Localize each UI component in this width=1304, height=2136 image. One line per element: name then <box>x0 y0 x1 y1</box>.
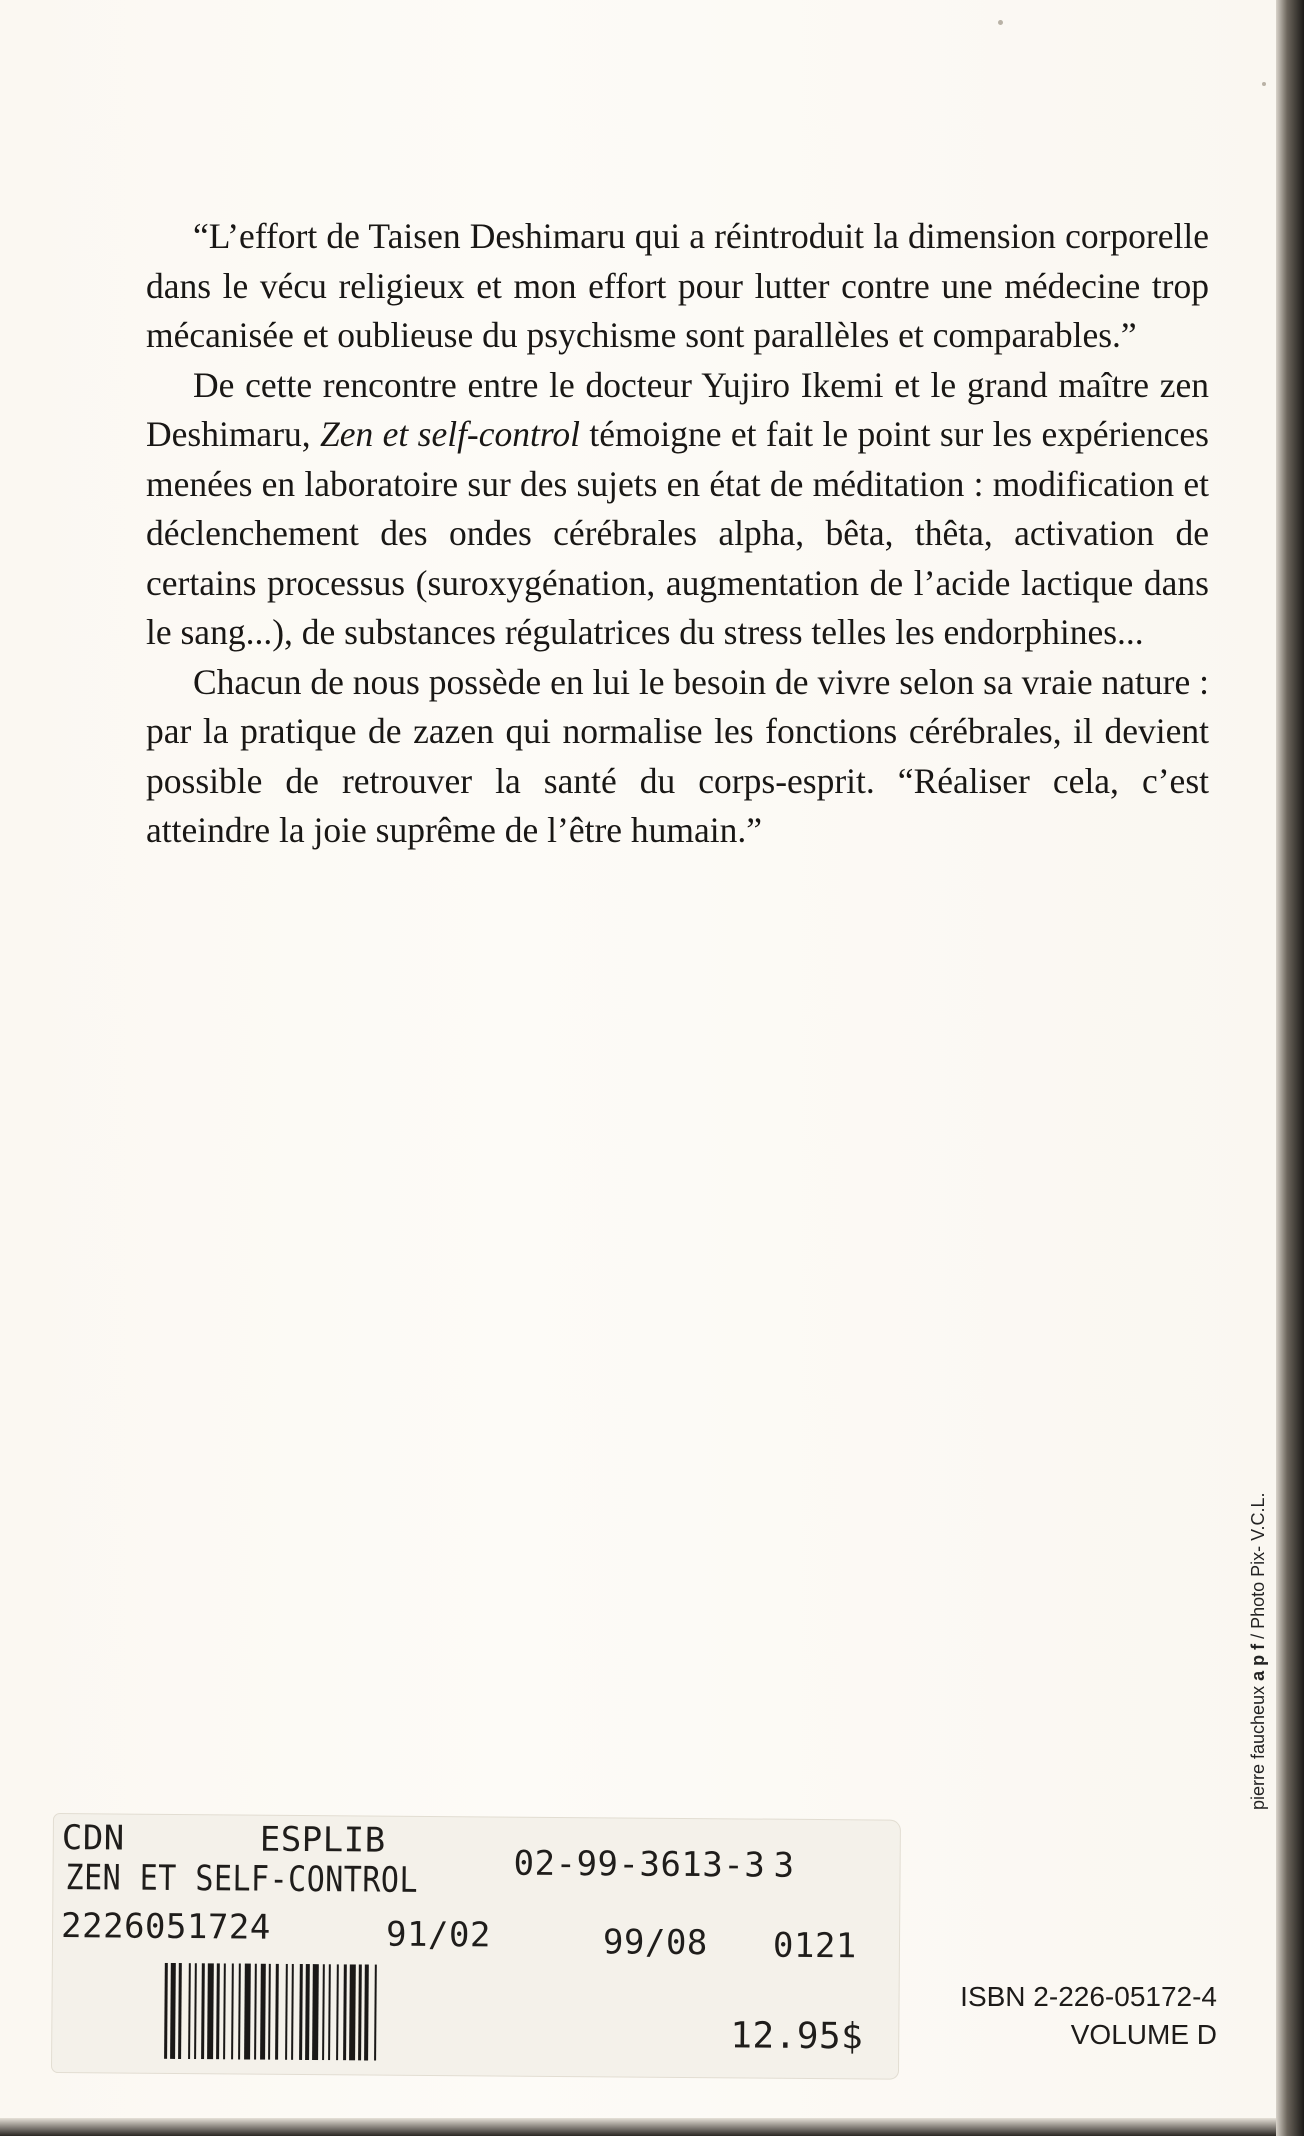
sticker-date-2: 99/08 <box>602 1922 709 1964</box>
barcode-bar <box>322 1964 325 2060</box>
sticker-ean: 2226051724 <box>60 1906 271 1948</box>
barcode-bar <box>374 1965 377 2061</box>
barcode-bar <box>178 1963 182 2059</box>
barcode-bar <box>312 1964 319 2060</box>
blurb-text <box>146 212 1209 856</box>
isbn-number: ISBN 2-226-05172-4 <box>960 1981 1217 2012</box>
book-title-italic: Zen et self-control <box>320 414 580 454</box>
cover-edge-shadow <box>1276 0 1304 2136</box>
barcode-bar <box>231 1963 234 2059</box>
barcode-bar <box>170 1963 176 2059</box>
barcode-bar <box>299 1964 303 2060</box>
agency-mark: a p f <box>1248 1643 1268 1681</box>
barcode-bar <box>336 1964 339 2060</box>
paper-speck <box>1262 82 1266 86</box>
barcode-bar <box>260 1964 266 2060</box>
blurb-paragraph-2 <box>146 361 1209 658</box>
barcode-bar <box>238 1963 241 2059</box>
blurb-paragraph-1: “L’effort de Taisen Deshimaru qui a réintroduit la dimension corporelle dans le vécu religieux et mon effort pour lutter contre une médecine trop mécanisée et oublieuse du psychisme sont parallèles et comparables.” <box>146 216 1209 355</box>
barcode-bar <box>254 1964 257 2060</box>
barcode-bar <box>207 1963 214 2059</box>
barcode-bar <box>244 1964 251 2060</box>
sticker-code: CDN <box>61 1818 125 1859</box>
barcode-bar <box>291 1964 294 2060</box>
barcode-bar <box>343 1964 347 2060</box>
barcode-bar <box>194 1963 197 2059</box>
photo-credit: / Photo Pix- V.C.L. <box>1248 1492 1268 1639</box>
barcode-bar <box>328 1964 331 2060</box>
sticker-store: ESPLIB <box>259 1819 386 1861</box>
barcode-bar <box>364 1964 369 2060</box>
barcode-bar <box>201 1963 205 2059</box>
barcode-bar <box>305 1964 310 2060</box>
sticker-title: ZEN ET SELF-CONTROL <box>65 1858 419 1901</box>
paper-speck <box>998 20 1003 25</box>
blurb-p2-intro: De cette rencontre entre le docteur Yujiro Ikemi et le grand maître zen Deshimaru, <box>146 364 1209 454</box>
barcode-bar <box>223 1963 226 2059</box>
blurb-paragraph-3: Chacun de nous possède en lui le besoin de vivre selon sa vraie nature : par la pratique de zazen qui normalise les fonctions cérébrales, il devient possible de retrouver la santé du corps-esprit. “Réaliser cela, c’est atteindre la joie suprême de l’être humain.” <box>146 661 1209 850</box>
price-sticker <box>52 1814 900 2079</box>
sticker-quantity: 3 <box>773 1845 795 1886</box>
cover-credit-text <box>1248 1492 1269 1810</box>
barcode <box>162 1963 623 2063</box>
volume-label: VOLUME D <box>1070 2019 1217 2050</box>
sticker-number: 02-99-3613-3 <box>513 1843 766 1886</box>
cover-bottom-shadow <box>0 2118 1276 2136</box>
barcode-bar <box>285 1964 288 2060</box>
sticker-date-1: 91/02 <box>385 1914 492 1956</box>
cover-credit <box>1248 1492 1268 1811</box>
barcode-bar <box>164 1963 168 2059</box>
designer-name: pierre faucheux <box>1248 1685 1268 1810</box>
barcode-bar <box>268 1964 271 2060</box>
barcode-bar <box>275 1964 279 2060</box>
barcode-bar <box>216 1963 220 2059</box>
blurb-p2-body: témoigne et fait le point sur les expériences menées en laboratoire sur des sujets en état de méditation : modification et déclenchement des ondes cérébrales alpha, bêta, thêta, activation de certains processus (suroxygénation, augmentation de l’acide lactique dans le sang...), de substances régulatrices du stress telles les endorphines... <box>146 414 1209 652</box>
barcode-bar <box>188 1963 191 2059</box>
sticker-code-2: 0121 <box>772 1925 858 1967</box>
isbn-block <box>945 1978 1217 2054</box>
barcode-bar <box>349 1964 356 2060</box>
sticker-price: 12.95$ <box>730 2015 864 2058</box>
barcode-bar <box>358 1964 362 2060</box>
